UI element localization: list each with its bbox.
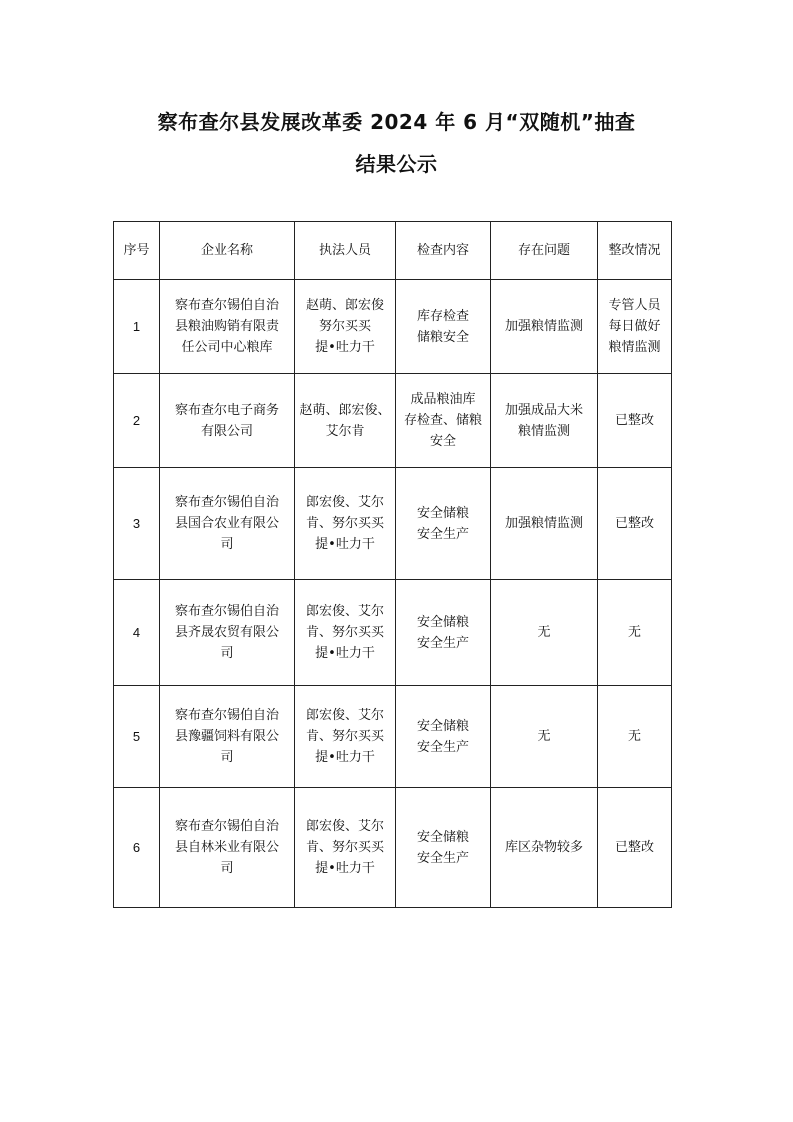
rectification: 已整改 — [598, 788, 672, 908]
row-no: 2 — [114, 374, 160, 468]
inspection-result-table — [113, 221, 672, 908]
issue: 加强粮情监测 — [491, 280, 598, 374]
row-no: 5 — [114, 686, 160, 788]
table-row — [114, 468, 672, 580]
header-content: 检查内容 — [396, 222, 491, 280]
rectification: 无 — [598, 580, 672, 686]
rectification: 已整改 — [598, 468, 672, 580]
issue: 加强粮情监测 — [491, 468, 598, 580]
header-issue: 存在问题 — [491, 222, 598, 280]
company-name: 察布查尔锡伯自治 县齐晟农贸有限公 司 — [160, 580, 295, 686]
document-subtitle: 结果公示 — [355, 152, 438, 176]
rectification: 专管人员 每日做好 粮情监测 — [598, 280, 672, 374]
table-row — [114, 580, 672, 686]
table-row — [114, 788, 672, 908]
issue: 加强成品大米 粮情监测 — [491, 374, 598, 468]
company-name: 察布查尔锡伯自治 县豫疆饲料有限公 司 — [160, 686, 295, 788]
issue: 无 — [491, 580, 598, 686]
issue: 库区杂物较多 — [491, 788, 598, 908]
officers: 赵萌、郎宏俊 努尔买买 提•吐力干 — [295, 280, 396, 374]
document-title: 察布查尔县发展改革委 2024 年 6 月“双随机”抽查 — [157, 110, 636, 134]
table-row — [114, 686, 672, 788]
rectification: 已整改 — [598, 374, 672, 468]
header-officers: 执法人员 — [295, 222, 396, 280]
officers: 郎宏俊、艾尔 肯、努尔买买 提•吐力干 — [295, 580, 396, 686]
company-name: 察布查尔锡伯自治 县粮油购销有限责 任公司中心粮库 — [160, 280, 295, 374]
table-row — [114, 280, 672, 374]
row-no: 6 — [114, 788, 160, 908]
officers: 郎宏俊、艾尔 肯、努尔买买 提•吐力干 — [295, 468, 396, 580]
header-no: 序号 — [114, 222, 160, 280]
company-name: 察布查尔锡伯自治 县自林米业有限公 司 — [160, 788, 295, 908]
table-row — [114, 374, 672, 468]
rectification: 无 — [598, 686, 672, 788]
company-name: 察布查尔电子商务 有限公司 — [160, 374, 295, 468]
table-header-row — [114, 222, 672, 280]
inspection-content: 库存检查 储粮安全 — [396, 280, 491, 374]
inspection-content: 安全储粮 安全生产 — [396, 468, 491, 580]
inspection-content: 安全储粮 安全生产 — [396, 686, 491, 788]
company-name: 察布查尔锡伯自治 县国合农业有限公 司 — [160, 468, 295, 580]
officers: 赵萌、郎宏俊、 艾尔肯 — [295, 374, 396, 468]
inspection-content: 安全储粮 安全生产 — [396, 788, 491, 908]
inspection-content: 成品粮油库 存检查、储粮 安全 — [396, 374, 491, 468]
header-rectification: 整改情况 — [598, 222, 672, 280]
officers: 郎宏俊、艾尔 肯、努尔买买 提•吐力干 — [295, 788, 396, 908]
officers: 郎宏俊、艾尔 肯、努尔买买 提•吐力干 — [295, 686, 396, 788]
row-no: 4 — [114, 580, 160, 686]
header-company: 企业名称 — [160, 222, 295, 280]
issue: 无 — [491, 686, 598, 788]
row-no: 1 — [114, 280, 160, 374]
row-no: 3 — [114, 468, 160, 580]
inspection-content: 安全储粮 安全生产 — [396, 580, 491, 686]
